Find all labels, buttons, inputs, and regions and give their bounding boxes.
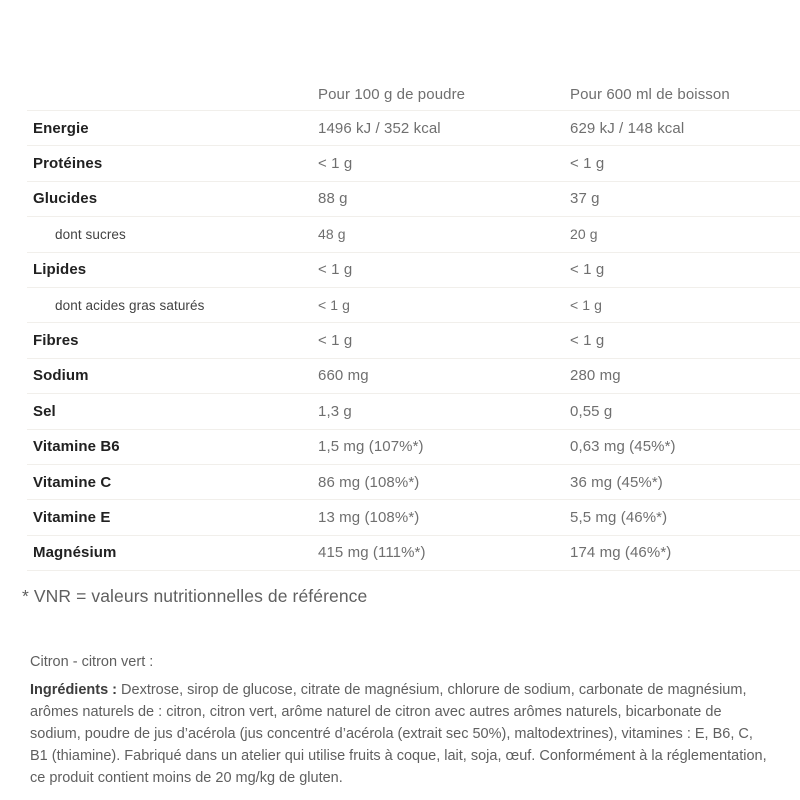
row-label: Vitamine B6 [33,438,120,456]
variant-label: Citron - citron vert : [30,654,154,671]
table-row [27,216,800,251]
row-label: Sodium [33,367,89,385]
value-per-100g: < 1 g [318,155,353,173]
table-row [27,535,800,570]
value-per-600ml: < 1 g [570,297,603,314]
table-row [27,393,800,428]
nutrition-table [27,78,800,571]
table-row [27,145,800,180]
value-per-100g: 1496 kJ / 352 kcal [318,119,441,137]
row-label: Glucides [33,190,98,208]
value-per-600ml: 280 mg [570,367,621,385]
row-label: dont acides gras saturés [55,297,205,313]
value-per-600ml: 0,55 g [570,402,613,420]
table-row [27,358,800,393]
value-per-100g: 48 g [318,226,346,243]
value-per-600ml: 20 g [570,226,598,243]
value-per-100g: < 1 g [318,261,353,279]
column-header-per-100g: Pour 100 g de poudre [318,85,466,103]
value-per-600ml: < 1 g [570,332,605,350]
row-label: Vitamine E [33,508,111,526]
nutrition-panel [0,78,800,800]
row-label: Sel [33,402,56,420]
value-per-100g: 88 g [318,190,348,208]
ingredients-paragraph [30,679,770,789]
value-per-600ml: 37 g [570,190,600,208]
table-row [27,322,800,357]
row-label: dont sucres [55,226,126,242]
value-per-100g: 415 mg (111%*) [318,544,426,562]
ingredients-label: Ingrédients : [30,682,118,699]
row-label: Fibres [33,332,79,350]
value-per-100g: 13 mg (108%*) [318,508,420,526]
table-row [27,499,800,534]
row-label: Magnésium [33,544,117,562]
table-row [27,464,800,499]
value-per-600ml: 0,63 mg (45%*) [570,438,676,456]
value-per-100g: < 1 g [318,332,353,350]
value-per-100g: < 1 g [318,297,351,314]
value-per-100g: 86 mg (108%*) [318,473,420,491]
value-per-100g: 660 mg [318,367,369,385]
row-label: Vitamine C [33,473,112,491]
value-per-600ml: 174 mg (46%*) [570,544,672,562]
ingredients-text: Dextrose, sirop de glucose, citrate de magnésium, chlorure de sodium, carbonate de magnésium, arômes naturels de : citron, citron vert, arôme naturel de citron avec autres arômes naturels, bicarbonate de sodium, poudre de jus d’acérola (jus concentré d’acérola (extrait sec 50%), maltodextrines), vitamines : E, B6, C, B1 (thiamine). Fabriqué dans un atelier qui utilise fruits à coque, lait, soja, œuf. Conformément à la réglementation, ce produit contient moins de 20 mg/kg de gluten. [30,682,767,787]
row-label: Lipides [33,261,87,279]
ingredients-section [30,654,770,789]
row-label: Protéines [33,155,103,173]
row-label: Energie [33,119,89,137]
column-header-per-600ml: Pour 600 ml de boisson [570,85,730,103]
value-per-600ml: < 1 g [570,155,605,173]
table-row [27,110,800,145]
value-per-100g: 1,3 g [318,402,352,420]
nutrition-table-body [27,110,800,571]
table-row [27,429,800,464]
table-header-row [27,78,800,110]
value-per-600ml: 5,5 mg (46%*) [570,508,668,526]
value-per-600ml: 629 kJ / 148 kcal [570,119,685,137]
table-row [27,252,800,287]
value-per-600ml: < 1 g [570,261,605,279]
value-per-600ml: 36 mg (45%*) [570,473,663,491]
value-per-100g: 1,5 mg (107%*) [318,438,424,456]
vnr-footnote: * VNR = valeurs nutritionnelles de référence [22,586,368,607]
table-row [27,287,800,322]
table-row [27,181,800,216]
